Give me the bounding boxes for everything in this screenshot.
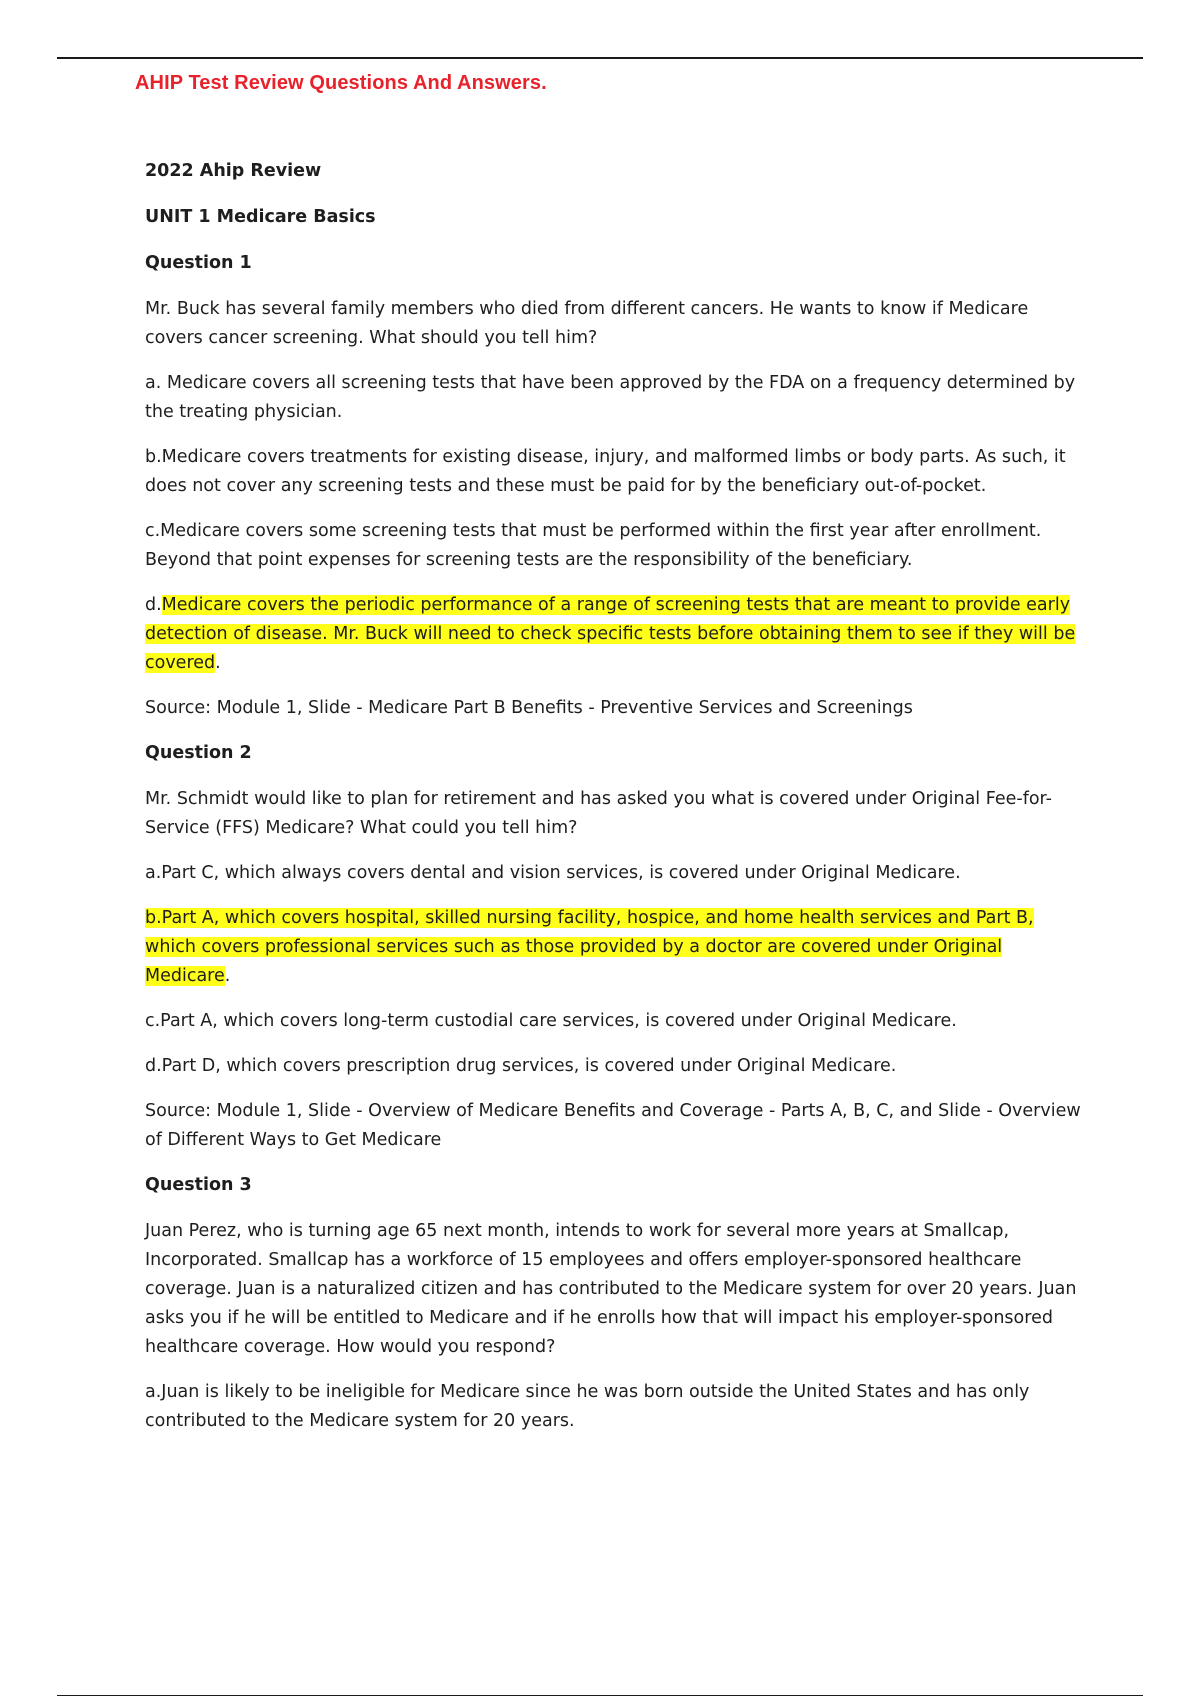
question-2-option-a: a.Part C, which always covers dental and vision services, is covered under Original Medicare. bbox=[145, 863, 961, 883]
question-2-option-b-suffix: . bbox=[224, 966, 231, 986]
question-1-text: Mr. Buck has several family members who died from different cancers. He wants to know if Medicare covers cancer screening. What should you tell him? bbox=[145, 299, 1029, 348]
unit-title: UNIT 1 Medicare Basics bbox=[145, 207, 376, 227]
question-2-text: Mr. Schmidt would like to plan for retirement and has asked you what is covered under Original Fee-for-Service (FFS) Medicare? What could you tell him? bbox=[145, 789, 1052, 838]
question-3-heading: Question 3 bbox=[145, 1175, 252, 1195]
review-title: 2022 Ahip Review bbox=[145, 161, 322, 181]
question-1-option-d bbox=[145, 591, 1085, 678]
question-3-option-a: a.Juan is likely to be ineligible for Medicare since he was born outside the United States and has only contributed to the Medicare system for 20 years. bbox=[145, 1382, 1030, 1431]
question-2-heading: Question 2 bbox=[145, 743, 252, 763]
question-2-option-d: d.Part D, which covers prescription drug services, is covered under Original Medicare. bbox=[145, 1056, 897, 1076]
bottom-rule bbox=[57, 1695, 1143, 1696]
question-1-option-c: c.Medicare covers some screening tests that must be performed within the first year after enrollment. Beyond that point expenses for screening tests are the responsibility of the beneficiary. bbox=[145, 521, 1042, 570]
question-1-option-a: a. Medicare covers all screening tests that have been approved by the FDA on a frequency determined by the treating physician. bbox=[145, 373, 1076, 422]
question-1-option-d-prefix: d. bbox=[145, 595, 162, 615]
question-2-option-b bbox=[145, 904, 1085, 991]
question-3-text: Juan Perez, who is turning age 65 next month, intends to work for several more years at Smallcap, Incorporated. Smallcap has a workforce of 15 employees and offers employer-sponsored healthcare coverage. Juan is a naturalized citizen and has contributed to the Medicare system for over 20 years. Juan asks you if he will be entitled to Medicare and if he enrolls how that will impact his employer-sponsored healthcare coverage. How would you respond? bbox=[145, 1221, 1077, 1357]
question-2-source: Source: Module 1, Slide - Overview of Medicare Benefits and Coverage - Parts A, B, C, and Slide - Overview of Different Ways to Get Medicare bbox=[145, 1101, 1081, 1150]
question-2-option-c: c.Part A, which covers long-term custodial care services, is covered under Original Medicare. bbox=[145, 1011, 957, 1031]
document-body bbox=[145, 157, 1085, 1452]
top-rule bbox=[57, 57, 1143, 59]
question-2-answer-highlight: b.Part A, which covers hospital, skilled nursing facility, hospice, and home health services and Part B, which covers professional services such as those provided by a doctor are covered under Original Medicare bbox=[145, 908, 1034, 986]
document-header-title: AHIP Test Review Questions And Answers. bbox=[135, 72, 547, 94]
question-1-answer-highlight: Medicare covers the periodic performance of a range of screening tests that are meant to provide early detection of disease. Mr. Buck will need to check specific tests before obtaining them to see if they will be covered bbox=[145, 595, 1076, 673]
question-1-source: Source: Module 1, Slide - Medicare Part B Benefits - Preventive Services and Screenings bbox=[145, 698, 913, 718]
question-1-option-b: b.Medicare covers treatments for existing disease, injury, and malformed limbs or body parts. As such, it does not cover any screening tests and these must be paid for by the beneficiary out-of-pocket. bbox=[145, 447, 1066, 496]
question-1-option-d-suffix: . bbox=[215, 653, 221, 673]
question-1-heading: Question 1 bbox=[145, 253, 252, 273]
